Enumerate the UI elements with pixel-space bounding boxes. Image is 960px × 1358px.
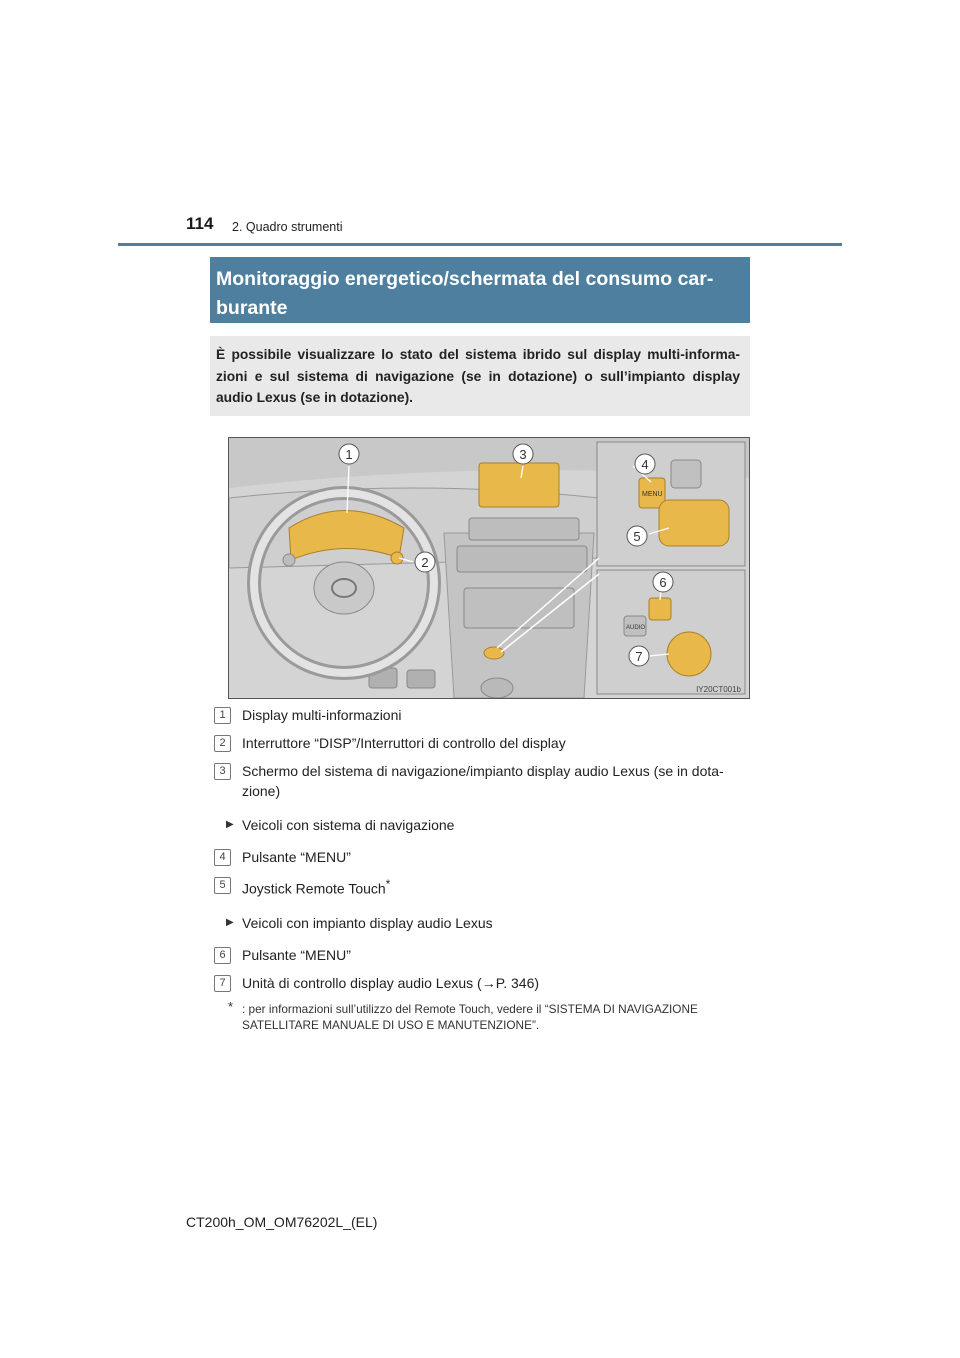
joystick-highlight [659, 500, 729, 546]
svg-text:7: 7 [635, 649, 643, 664]
callout-3 [513, 444, 533, 464]
sub-heading [214, 815, 754, 835]
section-title-line1: Monitoraggio energetico/schermata del consumo car- [216, 268, 714, 290]
list-item [214, 761, 754, 801]
steering-hub [314, 562, 374, 614]
footnote-line1: : per informazioni sull’utilizzo del Remote Touch, vedere il “SISTEMA DI NAVIGAZIONE [242, 1001, 698, 1016]
menu-button-audio-highlight [649, 598, 671, 620]
back-button [671, 460, 701, 488]
section-title-line2: burante [216, 297, 288, 319]
chapter-title: 2. Quadro strumenti [232, 220, 343, 234]
svg-text:6: 6 [659, 575, 667, 590]
audio-panel [457, 546, 587, 572]
sub-heading [214, 913, 754, 933]
dashboard-drawing [229, 438, 749, 698]
menu-label: MENU [642, 491, 663, 498]
item-text: Unità di controllo display audio Lexus (→P. 346) [242, 974, 540, 991]
item-number: 5 [214, 877, 231, 894]
list-item [214, 945, 754, 965]
item-number: 3 [214, 763, 231, 780]
svg-text:1: 1 [345, 447, 353, 462]
navigation-screen-highlight [479, 463, 559, 507]
callout-1 [339, 444, 359, 464]
triangle-right-icon: ▶ [226, 916, 234, 928]
page-number: 114 [186, 214, 214, 233]
callout-5 [627, 526, 647, 546]
air-vents [469, 518, 579, 540]
item-number: 7 [214, 975, 231, 992]
asterisk-superscript: * [385, 878, 391, 891]
callout-6 [653, 572, 673, 592]
item-number: 1 [214, 707, 231, 724]
list-item [214, 875, 754, 899]
remote-touch-highlight [484, 647, 504, 659]
list-item [214, 733, 754, 753]
list-item [214, 705, 754, 725]
item-text: Interruttore “DISP”/Interruttori di controllo del display [242, 735, 566, 751]
list-item [214, 847, 754, 867]
svg-text:4: 4 [641, 457, 649, 472]
footnote [214, 998, 754, 1033]
sub-heading-text: Veicoli con impianto display audio Lexus [242, 914, 493, 931]
left-switch [283, 554, 295, 566]
item-text: Schermo del sistema di navigazione/impianto display audio Lexus (se in dota-zione) [242, 763, 724, 799]
audio-label: AUDIO [626, 625, 646, 631]
item-text: Pulsante “MENU” [242, 849, 351, 865]
header-rule [118, 243, 842, 246]
audio-controller-knob-highlight [667, 632, 711, 676]
section-title [210, 257, 750, 323]
footnote-marker: * [228, 998, 234, 1014]
item-number: 4 [214, 849, 231, 866]
item-number: 6 [214, 947, 231, 964]
list-item [214, 973, 754, 993]
item-number: 2 [214, 735, 231, 752]
callout-list [214, 705, 754, 1033]
callout-4 [635, 454, 655, 474]
item-text: Pulsante “MENU” [242, 946, 351, 963]
item-text: Joystick Remote Touch [242, 880, 386, 897]
figure-code: IY20CT001b [696, 685, 741, 694]
footer-document-code: CT200h_OM_OM76202L_(EL) [186, 1214, 378, 1230]
svg-text:5: 5 [633, 529, 641, 544]
item-text: Display multi-informazioni [242, 707, 402, 723]
svg-text:2: 2 [421, 555, 429, 570]
pedal [407, 670, 435, 688]
svg-text:3: 3 [519, 447, 527, 462]
callout-2 [415, 552, 435, 572]
sub-heading-text: Veicoli con sistema di navigazione [242, 817, 455, 833]
footnote-line2: SATELLITARE MANUALE DI USO E MANUTENZIONE”. [242, 1017, 540, 1032]
dashboard-illustration [228, 437, 750, 699]
intro-text: È possibile visualizzare lo stato del sistema ibrido sul display multi-informa-zioni e sul sistema di navigazione (se in dotazione) o sull’impianto display audio Lexus (se in dotazione). [210, 336, 750, 416]
gear-lever [481, 678, 513, 698]
triangle-right-icon: ▶ [226, 819, 234, 830]
callout-7 [629, 646, 649, 666]
